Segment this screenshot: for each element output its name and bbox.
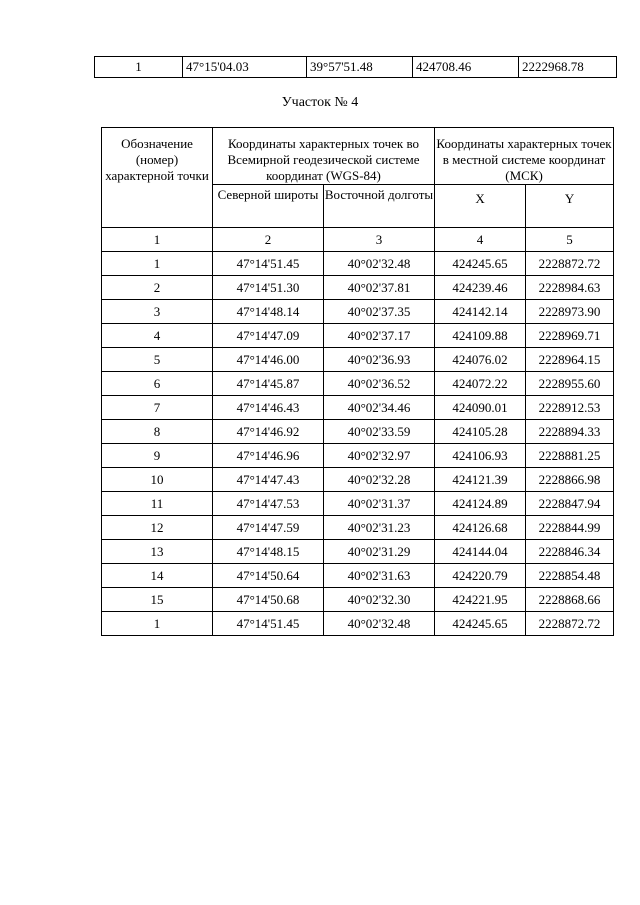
y-coordinate-cell: 2228866.98 [526,468,614,492]
y-coordinate-cell: 2228872.72 [526,252,614,276]
latitude-cell: 47°14'46.92 [213,420,324,444]
y-coordinate-cell: 2228872.72 [526,612,614,636]
longitude-cell: 40°02'32.30 [324,588,435,612]
latitude-cell: 47°14'51.45 [213,612,324,636]
latitude-cell: 47°14'46.43 [213,396,324,420]
y-coordinate-cell: 2228955.60 [526,372,614,396]
longitude-cell: 40°02'32.28 [324,468,435,492]
longitude-cell: 40°02'31.37 [324,492,435,516]
x-coordinate-cell: 424106.93 [435,444,526,468]
longitude-cell: 40°02'34.46 [324,396,435,420]
longitude-cell: 39°57'51.48 [307,57,413,78]
x-coordinate-cell: 424090.01 [435,396,526,420]
coordinates-table [101,127,614,636]
longitude-cell: 40°02'33.59 [324,420,435,444]
table-row [95,57,617,78]
y-coordinate-cell: 2228868.66 [526,588,614,612]
latitude-cell: 47°14'47.43 [213,468,324,492]
y-coordinate-cell: 2228881.25 [526,444,614,468]
column-number: 2 [213,228,324,252]
latitude-cell: 47°14'48.15 [213,540,324,564]
table-row [102,444,614,468]
table-row [102,492,614,516]
longitude-cell: 40°02'31.23 [324,516,435,540]
longitude-cell: 40°02'31.29 [324,540,435,564]
point-number-cell: 10 [102,468,213,492]
x-coordinate-cell: 424105.28 [435,420,526,444]
latitude-cell: 47°14'50.68 [213,588,324,612]
column-number: 4 [435,228,526,252]
point-number-cell: 15 [102,588,213,612]
point-number-cell: 4 [102,324,213,348]
y-coordinate-cell: 2222968.78 [519,57,617,78]
point-number-cell: 8 [102,420,213,444]
table-row [102,564,614,588]
latitude-cell: 47°14'46.00 [213,348,324,372]
table-row [102,300,614,324]
latitude-cell: 47°14'45.87 [213,372,324,396]
column-number-row [102,228,614,252]
point-number-cell: 13 [102,540,213,564]
table-row [102,516,614,540]
latitude-cell: 47°14'47.53 [213,492,324,516]
latitude-cell: 47°14'48.14 [213,300,324,324]
point-number-cell: 2 [102,276,213,300]
x-coordinate-cell: 424121.39 [435,468,526,492]
y-coordinate-cell: 2228847.94 [526,492,614,516]
header-msk: Координаты характерных точек в местной системе координат (МСК) [435,128,614,185]
table-row [102,252,614,276]
x-coordinate-cell: 424126.68 [435,516,526,540]
x-coordinate-cell: 424072.22 [435,372,526,396]
longitude-cell: 40°02'31.63 [324,564,435,588]
longitude-cell: 40°02'37.35 [324,300,435,324]
point-number-cell: 1 [102,252,213,276]
latitude-cell: 47°14'47.09 [213,324,324,348]
point-number-cell: 1 [102,612,213,636]
latitude-cell: 47°14'51.45 [213,252,324,276]
header-longitude: Восточной долготы [324,185,435,228]
y-coordinate-cell: 2228984.63 [526,276,614,300]
coordinates-table-body [102,252,614,636]
table-row [102,588,614,612]
x-coordinate-cell: 424221.95 [435,588,526,612]
latitude-cell: 47°14'46.96 [213,444,324,468]
x-coordinate-cell: 424142.14 [435,300,526,324]
point-number-cell: 1 [95,57,183,78]
longitude-cell: 40°02'32.48 [324,612,435,636]
latitude-cell: 47°15'04.03 [183,57,307,78]
header-x: X [435,185,526,228]
y-coordinate-cell: 2228844.99 [526,516,614,540]
header-wgs84: Координаты характерных точек во Всемирной геодезической системе координат (WGS-84) [213,128,435,185]
table-row [102,540,614,564]
table-row [102,324,614,348]
point-number-cell: 9 [102,444,213,468]
y-coordinate-cell: 2228912.53 [526,396,614,420]
point-number-cell: 11 [102,492,213,516]
table-row [102,396,614,420]
y-coordinate-cell: 2228973.90 [526,300,614,324]
longitude-cell: 40°02'37.81 [324,276,435,300]
table-row [102,612,614,636]
header-designation: Обозначение (номер) характерной точки [102,128,213,228]
point-number-cell: 6 [102,372,213,396]
previous-plot-last-row-table [94,56,617,78]
longitude-cell: 40°02'32.97 [324,444,435,468]
longitude-cell: 40°02'36.52 [324,372,435,396]
latitude-cell: 47°14'47.59 [213,516,324,540]
point-number-cell: 12 [102,516,213,540]
point-number-cell: 3 [102,300,213,324]
point-number-cell: 5 [102,348,213,372]
x-coordinate-cell: 424109.88 [435,324,526,348]
table-row [102,420,614,444]
column-number: 1 [102,228,213,252]
latitude-cell: 47°14'50.64 [213,564,324,588]
x-coordinate-cell: 424076.02 [435,348,526,372]
x-coordinate-cell: 424245.65 [435,612,526,636]
y-coordinate-cell: 2228846.34 [526,540,614,564]
x-coordinate-cell: 424124.89 [435,492,526,516]
longitude-cell: 40°02'32.48 [324,252,435,276]
x-coordinate-cell: 424144.04 [435,540,526,564]
x-coordinate-cell: 424239.46 [435,276,526,300]
column-number: 3 [324,228,435,252]
longitude-cell: 40°02'36.93 [324,348,435,372]
section-title: Участок № 4 [281,95,359,110]
table-header-row [102,128,614,185]
point-number-cell: 14 [102,564,213,588]
y-coordinate-cell: 2228964.15 [526,348,614,372]
y-coordinate-cell: 2228854.48 [526,564,614,588]
column-number: 5 [526,228,614,252]
table-row [102,468,614,492]
header-latitude: Северной широты [213,185,324,228]
y-coordinate-cell: 2228894.33 [526,420,614,444]
y-coordinate-cell: 2228969.71 [526,324,614,348]
latitude-cell: 47°14'51.30 [213,276,324,300]
table-row [102,348,614,372]
x-coordinate-cell: 424245.65 [435,252,526,276]
header-y: Y [526,185,614,228]
x-coordinate-cell: 424708.46 [413,57,519,78]
longitude-cell: 40°02'37.17 [324,324,435,348]
table-row [102,276,614,300]
table-row [102,372,614,396]
x-coordinate-cell: 424220.79 [435,564,526,588]
point-number-cell: 7 [102,396,213,420]
